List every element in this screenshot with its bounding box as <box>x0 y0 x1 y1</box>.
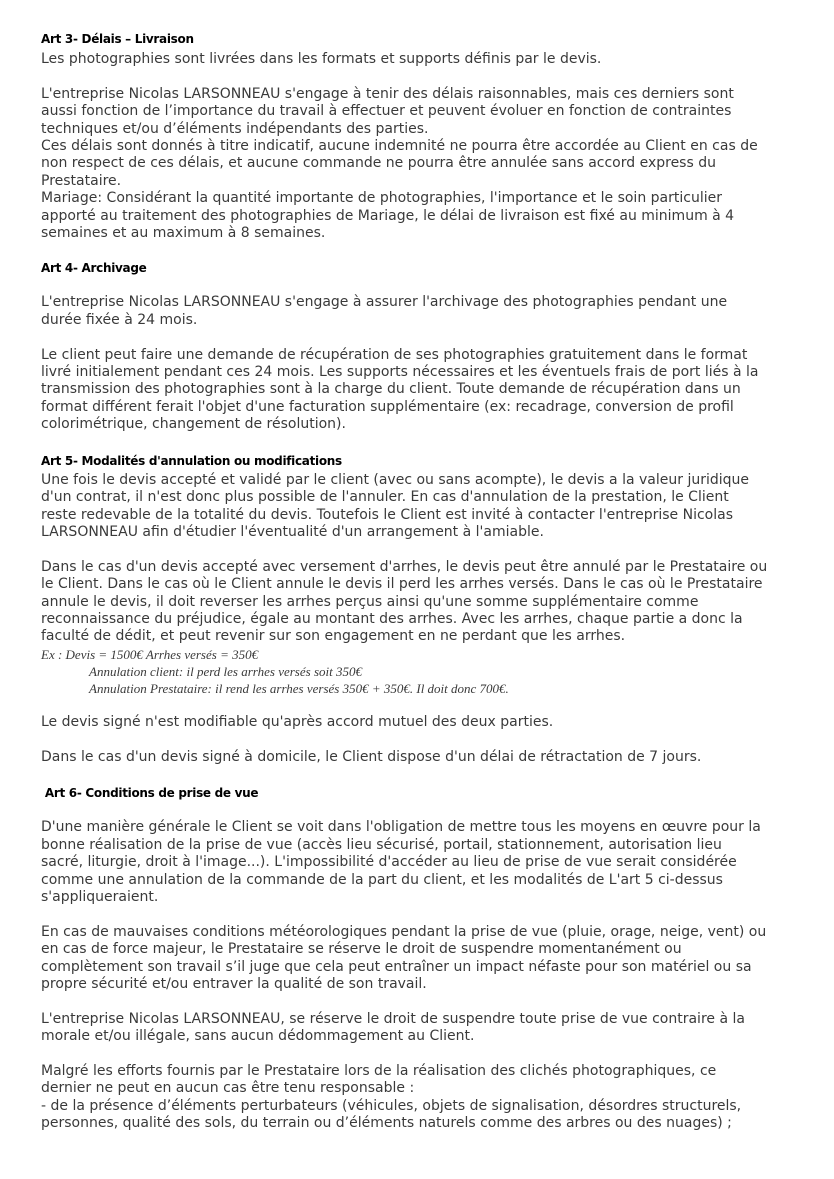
art3-heading: Art 3- Délais – Livraison <box>41 32 194 46</box>
art5-line: LARSONNEAU afin d'étudier l'éventualité d'un arrangement à l'amiable. <box>41 523 544 540</box>
art6-line: dernier ne peut en aucun cas être tenu responsable : <box>41 1080 415 1097</box>
art5-line: Dans le cas d'un devis accepté avec versement d'arrhes, le devis peut être annulé par le Prestataire ou <box>41 558 768 575</box>
art5-line: reste redevable de la totalité du devis. Toutefois le Client est invité à contacter l'entreprise Nicolas <box>41 506 733 523</box>
art6-line: comme une annulation de la commande de la part du client, et les modalités de L'art 5 ci-dessus <box>41 871 723 888</box>
example-devis: Ex : Devis = 1500€ Arrhes versés = 350€ <box>41 646 259 662</box>
art3-line: non respect de ces délais, et aucune commande ne pourra être annulée sans accord express du <box>41 155 716 172</box>
art4-line: Le client peut faire une demande de récupération de ses photographies gratuitement dans le format <box>41 346 748 363</box>
art3-line: aussi fonction de l’importance du travail à effectuer et peuvent évoluer en fonction de contraintes <box>41 103 732 120</box>
art6-line: personnes, qualité des sols, du terrain ou d’éléments naturels comme des arbres ou des nuages) ; <box>41 1115 732 1132</box>
art6-line: - de la présence d’éléments perturbateurs (véhicules, objets de signalisation, désordres structurels, <box>41 1097 742 1114</box>
art4-line: livré initialement pendant ces 24 mois. Les supports nécessaires et les éventuels frais de port liés à la <box>41 364 759 381</box>
art5-paragraph-4: Dans le cas d'un devis signé à domicile, le Client dispose d'un délai de rétractation de 7 jours. <box>41 748 702 765</box>
art6-line: L'entreprise Nicolas LARSONNEAU, se réserve le droit de suspendre toute prise de vue contraire à la <box>41 1010 745 1027</box>
art6-line: propre sécurité et/ou entraver la qualité de son travail. <box>41 975 427 992</box>
art3-line: techniques et/ou d’éléments indépendants des parties. <box>41 120 429 137</box>
art5-line: faculté de dédit, et peut revenir sur son engagement en ne perdant que les arrhes. <box>41 628 626 645</box>
art3-heading-row <box>41 30 801 51</box>
art4-line: L'entreprise Nicolas LARSONNEAU s'engage à assurer l'archivage des photographies pendant une <box>41 294 728 311</box>
art6-line: Malgré les efforts fournis par le Prestataire lors de la réalisation des clichés photographiques, ce <box>41 1062 717 1079</box>
document-page <box>41 30 801 1133</box>
art5-line: d'un contrat, il n'est donc plus possible de l'annuler. En cas d'annulation de la prestation, le Client <box>41 489 729 506</box>
art4-line: format différent ferait l'objet d'une facturation supplémentaire (ex: recadrage, conversion de profil <box>41 398 734 415</box>
example-annulation-prestataire: Annulation Prestataire: il rend les arrhes versés 350€ + 350€. Il doit donc 700€. <box>89 680 509 696</box>
art6-line: s'appliqueraient. <box>41 888 159 905</box>
art4-line: transmission des photographies sont à la charge du client. Toute demande de récupération dans un <box>41 381 741 398</box>
art5-line: annule le devis, il doit reverser les arrhes perçus ainsi qu'une somme supplémentaire comme <box>41 593 699 610</box>
art3-line: L'entreprise Nicolas LARSONNEAU s'engage à tenir des délais raisonnables, mais ces derniers sont <box>41 85 734 102</box>
art4-heading: Art 4- Archivage <box>41 261 147 276</box>
art6-line: sacré, liturgie, droit à l'image...). L'impossibilité d'accéder au lieu de prise de vue serait considérée <box>41 854 737 871</box>
art6-line: en cas de force majeur, le Prestataire se réserve le droit de suspendre momentanément ou <box>41 941 682 958</box>
art5-line: le Client. Dans le cas où le Client annule le devis il perd les arrhes versés. Dans le cas où le Prestataire <box>41 576 763 593</box>
art4-line: colorimétrique, changement de résolution). <box>41 416 346 433</box>
art6-line: D'une manière générale le Client se voit dans l'obligation de mettre tous les moyens en œuvre pour la <box>41 819 761 836</box>
art5-line: Une fois le devis accepté et validé par le client (avec ou sans acompte), le devis a la valeur juridique <box>41 471 750 488</box>
art6-heading: Art 6- Conditions de prise de vue <box>41 786 259 801</box>
art3-line: Ces délais sont donnés à titre indicatif, aucune indemnité ne pourra être accordée au Client en cas de <box>41 138 758 155</box>
art3-line: apporté au traitement des photographies de Mariage, le délai de livraison est fixé au minimum à 4 <box>41 207 735 224</box>
art5-heading: Art 5- Modalités d'annulation ou modifications <box>41 453 342 468</box>
art5-paragraph-3: Le devis signé n'est modifiable qu'après accord mutuel des deux parties. <box>41 714 554 731</box>
art6-line: En cas de mauvaises conditions météorologiques pendant la prise de vue (pluie, orage, neige, vent) ou <box>41 923 767 940</box>
art3-line: Prestataire. <box>41 172 122 189</box>
art6-line: morale et/ou illégale, sans aucun dédommagement au Client. <box>41 1028 475 1045</box>
example-annulation-client: Annulation client: il perd les arrhes versés soit 350€ <box>89 663 362 679</box>
art6-line: bonne réalisation de la prise de vue (accès lieu sécurisé, portail, stationnement, autorisation lieu <box>41 836 722 853</box>
art4-line: durée fixée à 24 mois. <box>41 311 198 328</box>
art3-line: semaines et au maximum à 8 semaines. <box>41 225 326 242</box>
art3-paragraph-1: Les photographies sont livrées dans les formats et supports définis par le devis. <box>41 51 602 67</box>
art5-line: reconnaissance du préjudice, égale au montant des arrhes. Avec les arrhes, chaque partie a donc la <box>41 610 743 627</box>
art6-line: complètement son travail s’il juge que cela peut entraîner un impact néfaste pour son matériel ou sa <box>41 958 752 975</box>
art3-line: Mariage: Considérant la quantité importante de photographies, l'importance et le soin particulier <box>41 190 722 207</box>
